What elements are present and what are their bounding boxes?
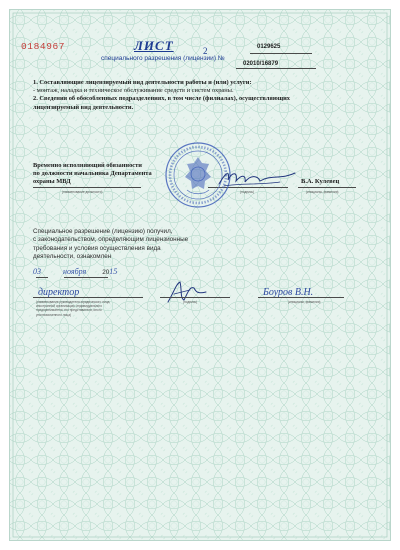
- document-title: ЛИСТ: [134, 38, 174, 53]
- caption-recipient-signature: (подпись): [183, 300, 198, 304]
- caption-recipient-line-4: уполномоченного лица): [36, 312, 72, 317]
- issuer-line-2: по должности начальника Департамента: [33, 170, 152, 178]
- date-month-line: [64, 277, 108, 278]
- license-number: 02010/16879: [243, 61, 279, 67]
- activity-heading: 1. Составляющие лицензируемый вид деятельности работы и (или) услуги:: [33, 79, 252, 86]
- receipt-line-2: с законодательством, определяющим лицензионные: [33, 236, 189, 244]
- caption-recipient-line-1: (наименование руководителя юридического лица,: [36, 300, 111, 304]
- receipt-line-1: Специальное разрешение (лицензию) получил,: [33, 228, 173, 235]
- serial-number: 0184967: [21, 41, 66, 52]
- activity-item: - монтаж, наладка и техническое обслуживание средств и систем охраны.: [33, 87, 234, 95]
- subdivisions-heading-cont: лицензируемый вид деятельности.: [33, 103, 134, 111]
- receipt-date: [33, 267, 117, 276]
- caption-issuer-position: (наименование должности): [62, 190, 103, 194]
- date-day: 03: [33, 267, 41, 276]
- form-number: 0129625: [257, 44, 281, 50]
- receipt-statement: [33, 228, 188, 261]
- date-year-prefix: 20: [102, 269, 110, 276]
- document-subtitle: специального разрешения (лицензии) №: [101, 55, 225, 62]
- license-number-line: [236, 68, 316, 69]
- sheet-number: 2: [203, 46, 208, 56]
- caption-issuer-signature: (подпись): [240, 190, 255, 194]
- form-number-line: [250, 53, 312, 54]
- caption-recipient-line-2: иностранной организации, индивидуального: [36, 304, 102, 309]
- receipt-line-4: деятельности, ознакомлен: [33, 252, 112, 260]
- activity-details: [33, 79, 363, 112]
- recipient-name-line: [258, 297, 344, 298]
- caption-recipient-name: (инициалы, фамилия): [288, 300, 321, 304]
- issuer-position: [33, 162, 152, 187]
- recipient-name-handwritten: Боуров В.Н.: [263, 287, 314, 298]
- issuer-line-3: охраны МВД: [33, 178, 71, 186]
- issuer-name-line: [298, 187, 356, 188]
- recipient-signature-line: [160, 297, 230, 298]
- issuer-signature: [216, 166, 296, 190]
- recipient-position-line: [33, 297, 143, 298]
- issuer-line-1: Временно исполняющий обязанности: [33, 162, 142, 169]
- receipt-line-3: требования и условия осуществления вида: [33, 244, 161, 252]
- issuer-position-line: [33, 187, 141, 188]
- subdivisions-heading: 2. Сведения об обособленных подразделениях, в том числе (филиалах), осуществляющих: [33, 95, 290, 103]
- date-month: ноября: [63, 267, 87, 276]
- caption-issuer-name: (инициалы, фамилия): [306, 190, 339, 194]
- date-day-line: [36, 277, 48, 278]
- caption-recipient-position: [36, 300, 110, 317]
- issuer-name: В.А. Кулевец: [301, 178, 340, 185]
- caption-recipient-line-3: предпринимателя, его представителя, иного: [36, 308, 102, 313]
- recipient-position-handwritten: директор: [38, 287, 80, 298]
- date-year-suffix: 15: [109, 267, 118, 276]
